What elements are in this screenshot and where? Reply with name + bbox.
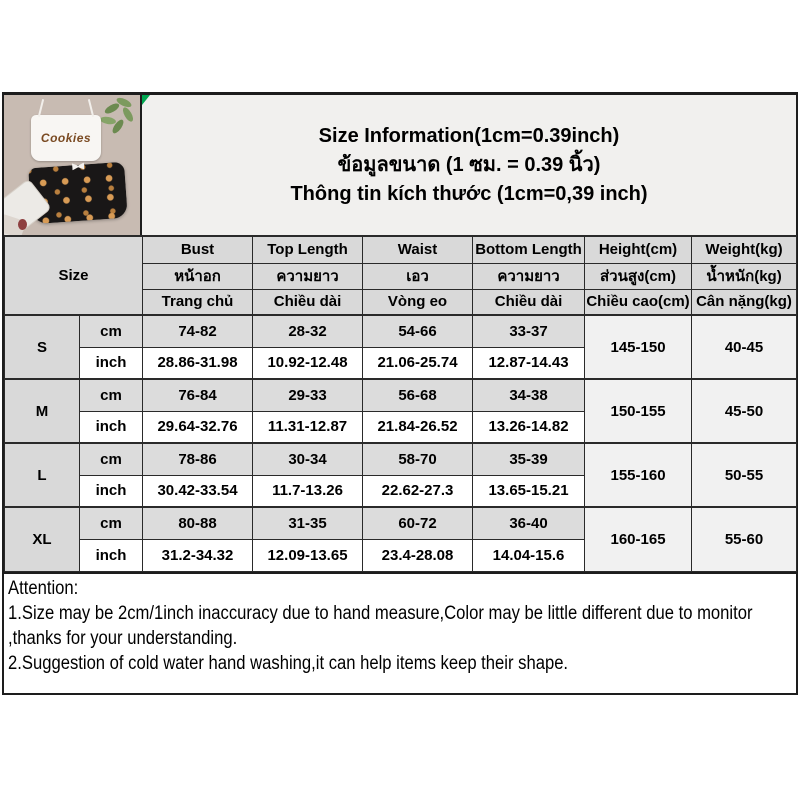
cell-value: 29-33 bbox=[253, 379, 363, 411]
cell-height: 150-155 bbox=[585, 379, 692, 443]
size-label-l: L bbox=[5, 443, 80, 507]
green-corner-marker-icon bbox=[142, 95, 152, 106]
product-photo bbox=[4, 95, 142, 235]
cell-value: 56-68 bbox=[363, 379, 473, 411]
size-table bbox=[4, 235, 797, 572]
cell-value: 13.65-15.21 bbox=[473, 475, 585, 507]
col-header-toplength-en: Top Length bbox=[253, 236, 363, 263]
cell-weight: 55-60 bbox=[692, 507, 797, 571]
cell-value: 11.7-13.26 bbox=[253, 475, 363, 507]
col-header-height-en: Height(cm) bbox=[585, 236, 692, 263]
unit-inch: inch bbox=[80, 475, 143, 507]
cell-height: 145-150 bbox=[585, 315, 692, 379]
size-label-s: S bbox=[5, 315, 80, 379]
cell-value: 14.04-15.6 bbox=[473, 539, 585, 571]
background-item bbox=[18, 219, 27, 230]
cell-value: 28-32 bbox=[253, 315, 363, 347]
top-band bbox=[4, 95, 796, 235]
cell-value: 54-66 bbox=[363, 315, 473, 347]
cell-value: 12.09-13.65 bbox=[253, 539, 363, 571]
cell-value: 30.42-33.54 bbox=[143, 475, 253, 507]
unit-cm: cm bbox=[80, 315, 143, 347]
cell-value: 11.31-12.87 bbox=[253, 411, 363, 443]
col-header-height-vn: Chiều cao(cm) bbox=[585, 289, 692, 315]
size-label-xl: XL bbox=[5, 507, 80, 571]
cell-value: 36-40 bbox=[473, 507, 585, 539]
title-english: Size Information(1cm=0.39inch) bbox=[318, 124, 620, 147]
attention-note-2: 2.Suggestion of cold water hand washing,it can help items keep their shape. bbox=[8, 652, 569, 674]
cell-weight: 50-55 bbox=[692, 443, 797, 507]
cell-value: 12.87-14.43 bbox=[473, 347, 585, 379]
cell-value: 22.62-27.3 bbox=[363, 475, 473, 507]
col-header-bust-vn: Trang chủ bbox=[143, 289, 253, 315]
title-thai: ข้อมูลขนาด (1 ซม. = 0.39 นิ้ว) bbox=[337, 153, 601, 176]
cell-value: 60-72 bbox=[363, 507, 473, 539]
attention-title: Attention: bbox=[8, 577, 79, 599]
col-header-bottomlength-vn: Chiều dài bbox=[473, 289, 585, 315]
cell-weight: 45-50 bbox=[692, 379, 797, 443]
unit-cm: cm bbox=[80, 443, 143, 475]
cell-value: 76-84 bbox=[143, 379, 253, 411]
cell-weight: 40-45 bbox=[692, 315, 797, 379]
unit-cm: cm bbox=[80, 379, 143, 411]
col-header-toplength-th: ความยาว bbox=[253, 263, 363, 289]
cell-value: 31.2-34.32 bbox=[143, 539, 253, 571]
camisole-top bbox=[31, 115, 101, 161]
cell-value: 34-38 bbox=[473, 379, 585, 411]
cell-value: 31-35 bbox=[253, 507, 363, 539]
col-header-height-th: ส่วนสูง(cm) bbox=[585, 263, 692, 289]
plant-leaf-icon bbox=[103, 101, 120, 115]
col-header-bust-en: Bust bbox=[143, 236, 253, 263]
unit-inch: inch bbox=[80, 539, 143, 571]
cell-value: 78-86 bbox=[143, 443, 253, 475]
attention-section bbox=[4, 572, 796, 693]
col-header-waist-vn: Vòng eo bbox=[363, 289, 473, 315]
title-cell bbox=[142, 95, 796, 235]
col-header-bottomlength-th: ความยาว bbox=[473, 263, 585, 289]
size-label-m: M bbox=[5, 379, 80, 443]
brand-print-text: Cookies bbox=[40, 131, 92, 145]
cell-value: 21.84-26.52 bbox=[363, 411, 473, 443]
col-header-toplength-vn: Chiều dài bbox=[253, 289, 363, 315]
cell-value: 28.86-31.98 bbox=[143, 347, 253, 379]
col-header-waist-th: เอว bbox=[363, 263, 473, 289]
cell-value: 13.26-14.82 bbox=[473, 411, 585, 443]
cell-height: 155-160 bbox=[585, 443, 692, 507]
cell-value: 30-34 bbox=[253, 443, 363, 475]
col-header-weight-vn: Cân nặng(kg) bbox=[692, 289, 797, 315]
col-header-weight-en: Weight(kg) bbox=[692, 236, 797, 263]
cell-value: 10.92-12.48 bbox=[253, 347, 363, 379]
corner-size-label: Size bbox=[5, 236, 143, 315]
bow-icon bbox=[72, 163, 84, 171]
attention-note-1: 1.Size may be 2cm/1inch inaccuracy due to hand measure,Color may be little different due to monitor ,thanks for your understanding. bbox=[8, 602, 753, 649]
cell-height: 160-165 bbox=[585, 507, 692, 571]
cell-value: 58-70 bbox=[363, 443, 473, 475]
cell-value: 29.64-32.76 bbox=[143, 411, 253, 443]
unit-inch: inch bbox=[80, 347, 143, 379]
unit-inch: inch bbox=[80, 411, 143, 443]
col-header-weight-th: น้ำหนัก(kg) bbox=[692, 263, 797, 289]
cell-value: 21.06-25.74 bbox=[363, 347, 473, 379]
col-header-waist-en: Waist bbox=[363, 236, 473, 263]
cell-value: 74-82 bbox=[143, 315, 253, 347]
col-header-bust-th: หน้าอก bbox=[143, 263, 253, 289]
content-block bbox=[2, 92, 798, 695]
col-header-bottomlength-en: Bottom Length bbox=[473, 236, 585, 263]
cell-value: 23.4-28.08 bbox=[363, 539, 473, 571]
cell-value: 33-37 bbox=[473, 315, 585, 347]
unit-cm: cm bbox=[80, 507, 143, 539]
title-vietnamese: Thông tin kích thước (1cm=0,39 inch) bbox=[290, 182, 648, 205]
cell-value: 80-88 bbox=[143, 507, 253, 539]
cell-value: 35-39 bbox=[473, 443, 585, 475]
